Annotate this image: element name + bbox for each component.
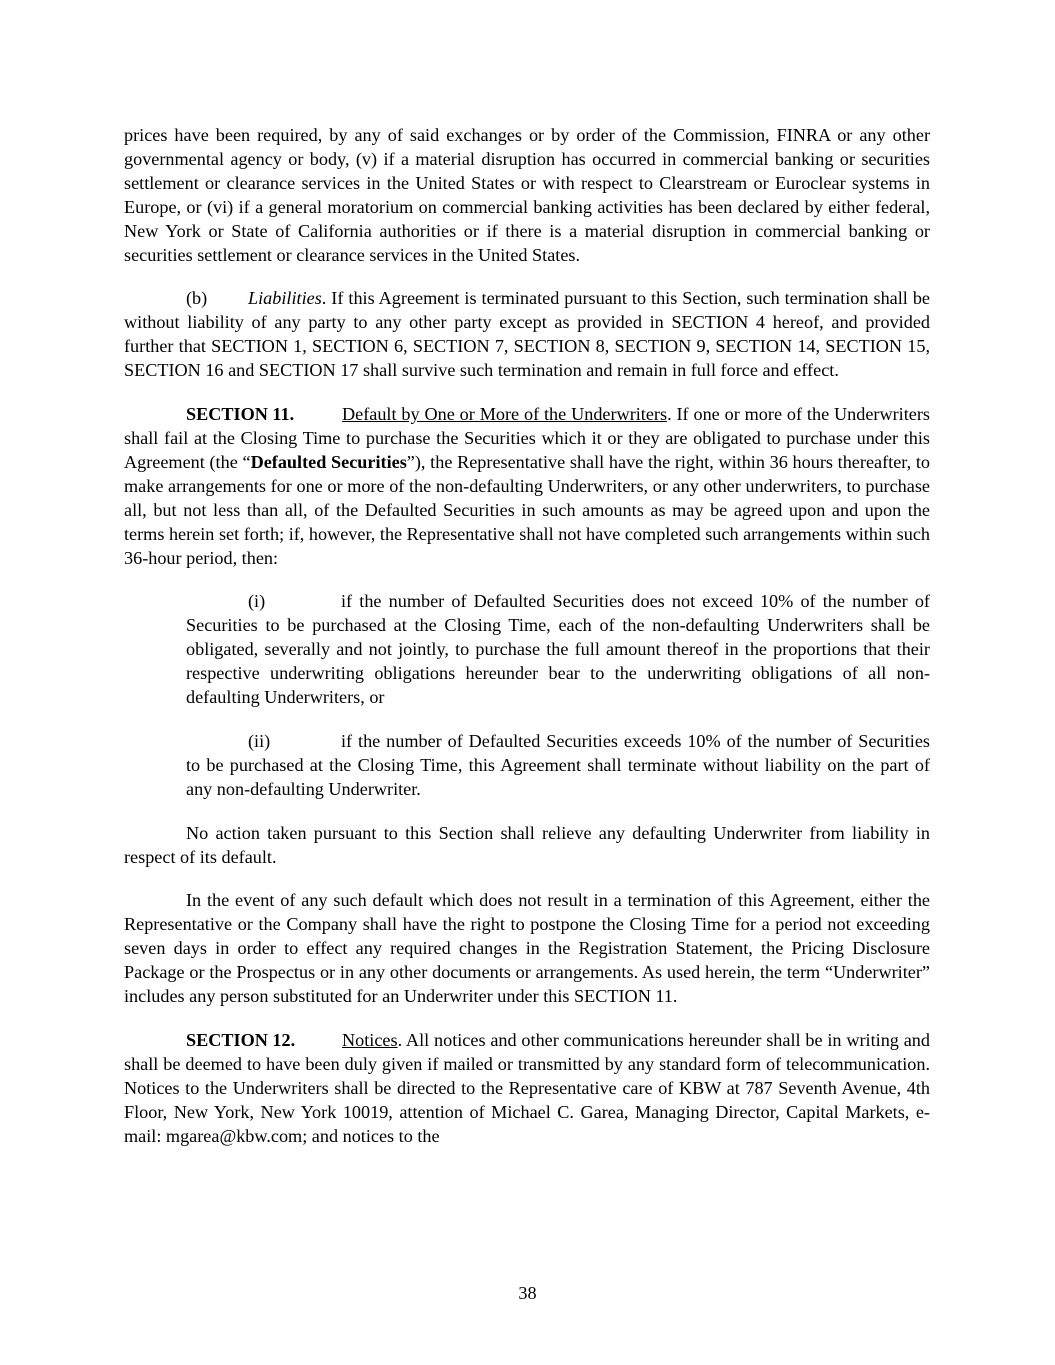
section-11-text-b: ”), the Representative shall have the right, within 36 hours thereafter, to make arrangements for one or more of the non-defaulting Underwriters, or any other underwriters, to purchase all, but not less than all, of the Defaulted Securities in such amounts as may be agreed upon and upon the terms herein set forth; if, however, the Representative shall not have completed such arrangements within such 36-hour period, then: xyxy=(124,451,930,568)
paragraph-event-of-default: In the event of any such default which does not result in a termination of this Agreement, either the Representative or the Company shall have the right to postpone the Closing Time for a period not exceeding seven days in order to effect any required changes in the Registration Statement, the Pricing Disclosure Package or the Prospectus or in any other documents or arrangements. As used herein, the term “Underwriter” includes any person substituted for an Underwriter under this SECTION 11. xyxy=(124,890,930,1007)
liabilities-text: . If this Agreement is terminated pursuant to this Section, such termination shall be without liability of any party to any other party except as provided in SECTION 4 hereof, and provided further that SECTION 1, SECTION 6, SECTION 7, SECTION 8, SECTION 9, SECTION 14, SECTION 15, SECTION 16 and SECTION 17 shall survive such termination and remain in full force and effect. xyxy=(124,288,930,381)
clause-marker-ii: (ii) xyxy=(248,730,271,751)
clause-ii xyxy=(186,730,930,802)
paragraph-section-11 xyxy=(124,403,930,570)
document-page xyxy=(124,124,930,1169)
section-12-text: . All notices and other communications hereunder shall be in writing and shall be deemed to have been duly given if mailed or transmitted by any standard form of telecommunication. Notices to the Underwriters shall be directed to the Representative care of KBW at 787 Seventh Avenue, 4th Floor, New York, New York 10019, attention of Michael C. Garea, Managing Director, Capital Markets, e-mail: mgarea@kbw.com; and notices to the xyxy=(124,1030,930,1146)
clause-ii-text: if the number of Defaulted Securities exceeds 10% of the number of Securities to be purchased at the Closing Time, this Agreement shall terminate without liability on the part of any non-defaulting Underwriter. xyxy=(186,730,930,799)
paragraph-liabilities xyxy=(124,287,930,383)
paragraph-no-action: No action taken pursuant to this Section shall relieve any defaulting Underwriter from liability in respect of its default. xyxy=(124,822,930,867)
paragraph-section-12 xyxy=(124,1029,930,1149)
clause-marker-b: (b) xyxy=(186,288,208,309)
page-number: 38 xyxy=(518,1283,537,1303)
section-11-heading: Default by One or More of the Underwriters xyxy=(342,404,668,425)
clause-i xyxy=(186,590,930,710)
liabilities-title: Liabilities xyxy=(248,288,322,309)
clause-i-text: if the number of Defaulted Securities does not exceed 10% of the number of Securities to be purchased at the Closing Time, each of the non-defaulting Underwriters shall be obligated, severally and not jointly, to purchase the full amount thereof in the proportions that their respective underwriting obligations hereunder bear to the underwriting obligations of all non-defaulting Underwriters, or xyxy=(186,591,930,708)
defined-term-defaulted-securities: Defaulted Securities xyxy=(250,451,407,472)
section-11-label: SECTION 11. xyxy=(186,404,295,425)
section-11-text-a: . If one or more of the Underwriters shall fail at the Closing Time to purchase the Securities which it or they are obligated to purchase under this Agreement (the “ xyxy=(124,404,930,472)
clause-marker-i: (i) xyxy=(248,591,266,612)
section-12-label: SECTION 12. xyxy=(186,1030,296,1050)
section-12-heading: Notices xyxy=(342,1030,398,1050)
paragraph-intro: prices have been required, by any of said exchanges or by order of the Commission, FINRA or any other governmental agency or body, (v) if a material disruption has occurred in commercial banking or securities settlement or clearance services in the United States or with respect to Clearstream or Euroclear systems in Europe, or (vi) if a general moratorium on commercial banking activities has been declared by either federal, New York or State of California authorities or if there is a material disruption in commercial banking or securities settlement or clearance services in the United States. xyxy=(124,125,930,265)
